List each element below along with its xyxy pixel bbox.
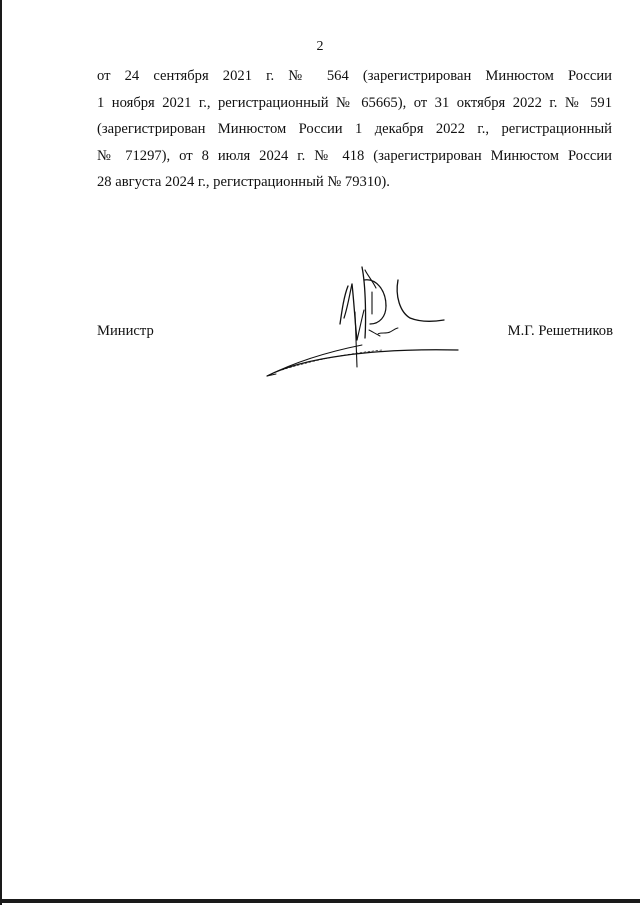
body-line: от 24 сентября 2021 г. № 564 (зарегистрирован Минюстом России (97, 68, 612, 84)
handwritten-signature (262, 262, 467, 387)
body-line: 28 августа 2024 г., регистрационный № 79310). (97, 174, 390, 190)
body-line: (зарегистрирован Минюстом России 1 декабря 2022 г., регистрационный (97, 121, 612, 137)
signatory-name: М.Г. Решетников (507, 323, 613, 339)
document-body (97, 63, 612, 196)
scan-border-left (0, 0, 2, 905)
page-number: 2 (316, 39, 324, 54)
scan-border-bottom (0, 899, 640, 903)
body-line: 1 ноября 2021 г., регистрационный № 65665), от 31 октября 2022 г. № 591 (97, 94, 612, 111)
signatory-title: Министр (97, 323, 154, 339)
body-line: № 71297), от 8 июля 2024 г. № 418 (зарегистрирован Минюстом России (97, 147, 612, 164)
